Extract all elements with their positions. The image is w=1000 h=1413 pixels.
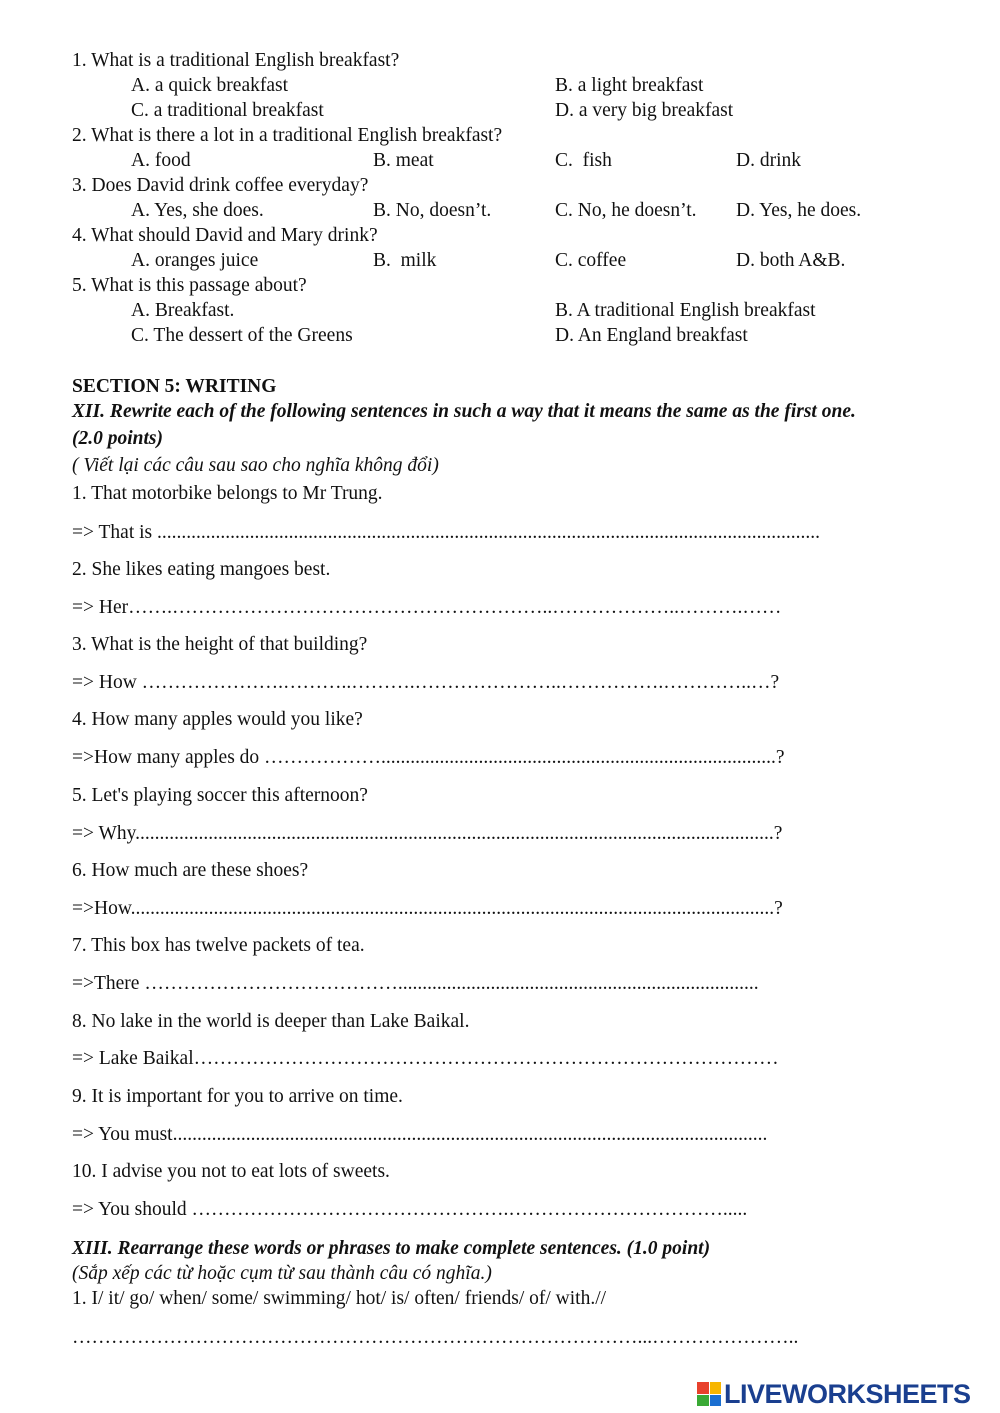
- rewrite-sentence-7: 7. This box has twelve packets of tea.: [72, 935, 365, 956]
- q3-option-a: A. Yes, she does.: [131, 200, 264, 221]
- q1-option-d: D. a very big breakfast: [555, 100, 734, 121]
- rewrite-sentence-3: 3. What is the height of that building?: [72, 634, 368, 655]
- liveworksheets-logo-icon: [697, 1382, 721, 1406]
- rewrite-sentence-2: 2. She likes eating mangoes best.: [72, 559, 331, 580]
- q5-option-c: C. The dessert of the Greens: [131, 325, 353, 346]
- q2-option-a: A. food: [131, 150, 191, 171]
- xii-subtitle: ( Viết lại các câu sau sao cho nghĩa không đổi): [72, 455, 439, 476]
- rewrite-sentence-6: 6. How much are these shoes?: [72, 860, 309, 881]
- rewrite-answer-10[interactable]: => You should ………………………………………….…………………………….....: [72, 1199, 748, 1220]
- rearrange-sentence-1: 1. I/ it/ go/ when/ some/ swimming/ hot/ is/ often/ friends/ of/ with.//: [72, 1288, 607, 1309]
- rewrite-answer-7[interactable]: =>There …………………………………..........................................................................: [72, 973, 759, 994]
- xii-title: XII. Rewrite each of the following sentences in such a way that it means the same as the first one.: [72, 401, 856, 422]
- q5-option-d: D. An England breakfast: [555, 325, 748, 346]
- rewrite-sentence-9: 9. It is important for you to arrive on time.: [72, 1086, 403, 1107]
- q1-option-c: C. a traditional breakfast: [131, 100, 324, 121]
- question-1: 1. What is a traditional English breakfast?: [72, 50, 400, 71]
- rewrite-sentence-4: 4. How many apples would you like?: [72, 709, 363, 730]
- rewrite-answer-9[interactable]: => You must..........................................................................................................................: [72, 1124, 768, 1145]
- rewrite-sentence-8: 8. No lake in the world is deeper than Lake Baikal.: [72, 1011, 470, 1032]
- rewrite-sentence-5: 5. Let's playing soccer this afternoon?: [72, 785, 368, 806]
- q4-option-a: A. oranges juice: [131, 250, 259, 271]
- xii-points: (2.0 points): [72, 428, 164, 449]
- q4-option-b: B. milk: [373, 250, 437, 271]
- q1-option-b: B. a light breakfast: [555, 75, 704, 96]
- q4-option-c: C. coffee: [555, 250, 627, 271]
- q3-option-b: B. No, doesn’t.: [373, 200, 492, 221]
- q5-option-a: A. Breakfast.: [131, 300, 235, 321]
- liveworksheets-logo: [697, 1380, 971, 1408]
- q3-option-c: C. No, he doesn’t.: [555, 200, 697, 221]
- q4-option-d: D. both A&B.: [736, 250, 846, 271]
- logo-text: LIVEWORKSHEETS: [724, 1378, 971, 1409]
- q1-option-a: A. a quick breakfast: [131, 75, 289, 96]
- q5-option-b: B. A traditional English breakfast: [555, 300, 816, 321]
- rewrite-answer-3[interactable]: => How ………………….………..……….…………………..…………….…………..…?: [72, 672, 780, 693]
- rewrite-sentence-10: 10. I advise you not to eat lots of sweets.: [72, 1161, 390, 1182]
- rewrite-answer-4[interactable]: =>How many apples do ……………….................................................................................?: [72, 747, 785, 768]
- rearrange-answer-1[interactable]: ……………………………………………………………………………...…………………..: [72, 1327, 799, 1348]
- q2-option-b: B. meat: [373, 150, 434, 171]
- rewrite-answer-5[interactable]: => Why...................................................................................................................................?: [72, 823, 783, 844]
- question-4: 4. What should David and Mary drink?: [72, 225, 378, 246]
- q2-option-d: D. drink: [736, 150, 801, 171]
- rewrite-sentence-1: 1. That motorbike belongs to Mr Trung.: [72, 483, 383, 504]
- q2-option-c: C. fish: [555, 150, 612, 171]
- question-3: 3. Does David drink coffee everyday?: [72, 175, 369, 196]
- rewrite-answer-8[interactable]: => Lake Baikal………………………………………………………………………………: [72, 1048, 779, 1069]
- xiii-subtitle: (Sắp xếp các từ hoặc cụm từ sau thành câu có nghĩa.): [72, 1263, 492, 1284]
- q3-option-d: D. Yes, he does.: [736, 200, 862, 221]
- question-5: 5. What is this passage about?: [72, 275, 307, 296]
- question-2: 2. What is there a lot in a traditional English breakfast?: [72, 125, 503, 146]
- section-title: SECTION 5: WRITING: [72, 376, 277, 397]
- rewrite-answer-2[interactable]: => Her…….…………………………………………………..………………..……….……: [72, 597, 782, 618]
- xiii-title: XIII. Rearrange these words or phrases to make complete sentences. (1.0 point): [72, 1238, 711, 1259]
- rewrite-answer-6[interactable]: =>How....................................................................................................................................?: [72, 898, 783, 919]
- rewrite-answer-1[interactable]: => That is ........................................................................................................................................: [72, 522, 821, 543]
